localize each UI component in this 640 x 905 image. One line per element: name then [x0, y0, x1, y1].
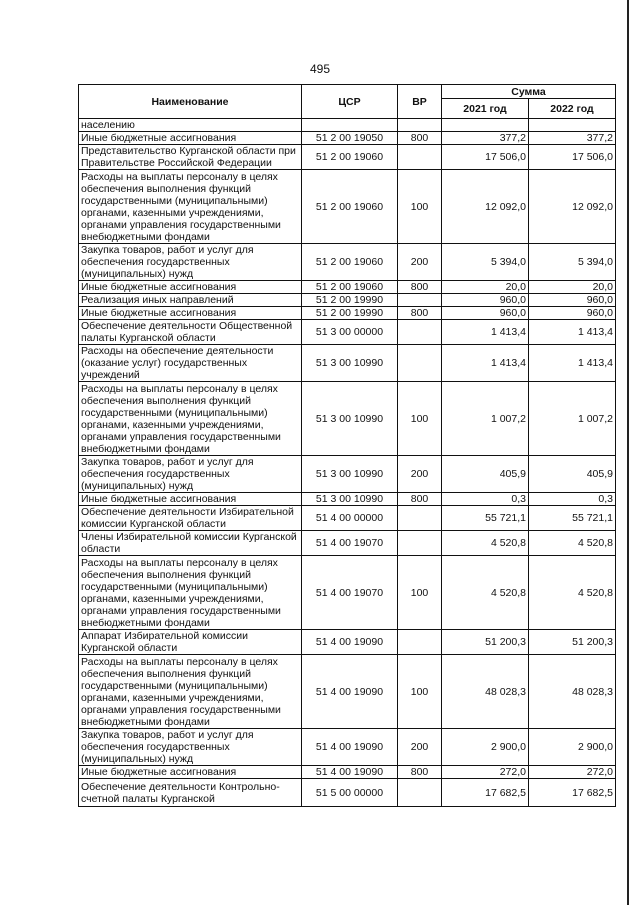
table-row: [79, 320, 616, 345]
table-row: [79, 345, 616, 382]
row-sum-2022: 12 092,0: [529, 170, 616, 244]
table-row: [79, 766, 616, 779]
row-csr: 51 4 00 19090: [302, 729, 398, 766]
row-sum-2022: 4 520,8: [529, 556, 616, 630]
row-name: Обеспечение деятельности Контрольно-счетной палаты Курганской: [79, 779, 302, 807]
row-sum-2022: 272,0: [529, 766, 616, 779]
row-sum-2021: 4 520,8: [442, 556, 529, 630]
row-sum-2021: 20,0: [442, 281, 529, 294]
row-sum-2021: 51 200,3: [442, 630, 529, 655]
table-row: [79, 556, 616, 630]
row-vr: [398, 345, 442, 382]
row-sum-2021: 1 007,2: [442, 382, 529, 456]
row-name: Обеспечение деятельности Избирательной комиссии Курганской области: [79, 506, 302, 531]
row-sum-2022: 405,9: [529, 456, 616, 493]
table-row: [79, 655, 616, 729]
row-sum-2022: 0,3: [529, 493, 616, 506]
row-vr: 800: [398, 493, 442, 506]
row-csr: 51 4 00 19070: [302, 556, 398, 630]
row-name: Расходы на выплаты персоналу в целях обеспечения выполнения функций государственными (муниципальными) органами, казенными учреждениями, органами управления государственными внебюджетными фондами: [79, 382, 302, 456]
row-csr: 51 2 00 19060: [302, 244, 398, 281]
row-name: Аппарат Избирательной комиссии Курганской области: [79, 630, 302, 655]
header-year-2021: 2021 год: [442, 99, 529, 119]
table-row: [79, 170, 616, 244]
row-vr: [398, 294, 442, 307]
row-sum-2021: [442, 119, 529, 132]
row-csr: 51 4 00 19070: [302, 531, 398, 556]
table-row: [79, 132, 616, 145]
row-sum-2021: 55 721,1: [442, 506, 529, 531]
table-row: [79, 456, 616, 493]
row-sum-2022: 2 900,0: [529, 729, 616, 766]
row-sum-2022: 960,0: [529, 294, 616, 307]
row-csr: 51 4 00 19090: [302, 766, 398, 779]
table-row: [79, 779, 616, 807]
row-csr: 51 4 00 00000: [302, 506, 398, 531]
row-vr: 100: [398, 170, 442, 244]
row-vr: [398, 779, 442, 807]
row-vr: [398, 531, 442, 556]
row-sum-2022: 48 028,3: [529, 655, 616, 729]
row-name: Расходы на обеспечение деятельности (оказание услуг) государственных учреждений: [79, 345, 302, 382]
row-name: Иные бюджетные ассигнования: [79, 132, 302, 145]
row-sum-2021: 377,2: [442, 132, 529, 145]
row-vr: 800: [398, 132, 442, 145]
row-sum-2022: 5 394,0: [529, 244, 616, 281]
row-sum-2022: 20,0: [529, 281, 616, 294]
row-sum-2022: 17 682,5: [529, 779, 616, 807]
row-sum-2022: 51 200,3: [529, 630, 616, 655]
row-name: Расходы на выплаты персоналу в целях обеспечения выполнения функций государственными (муниципальными) органами, казенными учреждениями, органами управления государственными внебюджетными фондами: [79, 170, 302, 244]
row-name: Иные бюджетные ассигнования: [79, 766, 302, 779]
row-name: населению: [79, 119, 302, 132]
row-sum-2022: 1 413,4: [529, 320, 616, 345]
row-sum-2022: 4 520,8: [529, 531, 616, 556]
row-sum-2021: 17 506,0: [442, 145, 529, 170]
row-name: Представительство Курганской области при Правительстве Российской Федерации: [79, 145, 302, 170]
row-sum-2021: 272,0: [442, 766, 529, 779]
row-name: Расходы на выплаты персоналу в целях обеспечения выполнения функций государственными (муниципальными) органами, казенными учреждениями, органами управления государственными внебюджетными фондами: [79, 655, 302, 729]
row-csr: 51 3 00 10990: [302, 493, 398, 506]
row-name: Обеспечение деятельности Общественной палаты Курганской области: [79, 320, 302, 345]
row-vr: 800: [398, 307, 442, 320]
row-csr: 51 3 00 10990: [302, 382, 398, 456]
row-sum-2021: 1 413,4: [442, 320, 529, 345]
table-row: [79, 294, 616, 307]
row-sum-2021: 960,0: [442, 294, 529, 307]
row-vr: 800: [398, 766, 442, 779]
row-csr: 51 2 00 19990: [302, 307, 398, 320]
row-name: Расходы на выплаты персоналу в целях обеспечения выполнения функций государственными (муниципальными) органами, казенными учреждениями, органами управления государственными внебюджетными фондами: [79, 556, 302, 630]
row-csr: 51 2 00 19060: [302, 170, 398, 244]
header-year-2022: 2022 год: [529, 99, 616, 119]
row-csr: 51 2 00 19990: [302, 294, 398, 307]
row-vr: 200: [398, 729, 442, 766]
row-csr: 51 4 00 19090: [302, 630, 398, 655]
row-sum-2022: 1 007,2: [529, 382, 616, 456]
header-vr: ВР: [398, 85, 442, 119]
row-sum-2022: 17 506,0: [529, 145, 616, 170]
row-sum-2021: 5 394,0: [442, 244, 529, 281]
row-name: Реализация иных направлений: [79, 294, 302, 307]
row-csr: 51 3 00 10990: [302, 345, 398, 382]
row-name: Закупка товаров, работ и услуг для обеспечения государственных (муниципальных) нужд: [79, 456, 302, 493]
row-csr: 51 3 00 00000: [302, 320, 398, 345]
row-vr: 100: [398, 556, 442, 630]
row-vr: [398, 145, 442, 170]
row-sum-2021: 48 028,3: [442, 655, 529, 729]
table-row: [79, 281, 616, 294]
page-number: 495: [309, 62, 331, 76]
row-sum-2022: [529, 119, 616, 132]
table-row: [79, 244, 616, 281]
table-row: [79, 493, 616, 506]
row-csr: 51 2 00 19050: [302, 132, 398, 145]
row-csr: 51 5 00 00000: [302, 779, 398, 807]
row-vr: 100: [398, 382, 442, 456]
page-edge-line: [627, 0, 629, 905]
table-row: [79, 630, 616, 655]
table-row: [79, 382, 616, 456]
table-body: [79, 119, 616, 807]
table-row: [79, 729, 616, 766]
row-sum-2022: 960,0: [529, 307, 616, 320]
row-vr: 200: [398, 456, 442, 493]
row-sum-2021: 405,9: [442, 456, 529, 493]
row-name: Иные бюджетные ассигнования: [79, 281, 302, 294]
row-csr: 51 4 00 19090: [302, 655, 398, 729]
row-sum-2021: 1 413,4: [442, 345, 529, 382]
table-row: [79, 307, 616, 320]
row-csr: [302, 119, 398, 132]
row-vr: [398, 630, 442, 655]
row-sum-2021: 17 682,5: [442, 779, 529, 807]
row-vr: 200: [398, 244, 442, 281]
header-sum: Сумма: [442, 85, 616, 99]
row-name: Члены Избирательной комиссии Курганской области: [79, 531, 302, 556]
row-vr: [398, 320, 442, 345]
row-name: Закупка товаров, работ и услуг для обеспечения государственных (муниципальных) нужд: [79, 729, 302, 766]
row-sum-2022: 377,2: [529, 132, 616, 145]
row-csr: 51 3 00 10990: [302, 456, 398, 493]
row-sum-2021: 2 900,0: [442, 729, 529, 766]
row-sum-2021: 0,3: [442, 493, 529, 506]
table-row: [79, 145, 616, 170]
table-row: [79, 506, 616, 531]
header-name: Наименование: [79, 85, 302, 119]
row-sum-2022: 55 721,1: [529, 506, 616, 531]
row-name: Иные бюджетные ассигнования: [79, 493, 302, 506]
row-sum-2022: 1 413,4: [529, 345, 616, 382]
row-csr: 51 2 00 19060: [302, 281, 398, 294]
row-name: Закупка товаров, работ и услуг для обеспечения государственных (муниципальных) нужд: [79, 244, 302, 281]
row-sum-2021: 12 092,0: [442, 170, 529, 244]
row-sum-2021: 4 520,8: [442, 531, 529, 556]
row-sum-2021: 960,0: [442, 307, 529, 320]
header-csr: ЦСР: [302, 85, 398, 119]
row-vr: [398, 506, 442, 531]
table-row: [79, 531, 616, 556]
row-name: Иные бюджетные ассигнования: [79, 307, 302, 320]
row-vr: 100: [398, 655, 442, 729]
budget-table: [78, 84, 616, 807]
row-csr: 51 2 00 19060: [302, 145, 398, 170]
row-vr: 800: [398, 281, 442, 294]
row-vr: [398, 119, 442, 132]
table-row: [79, 119, 616, 132]
